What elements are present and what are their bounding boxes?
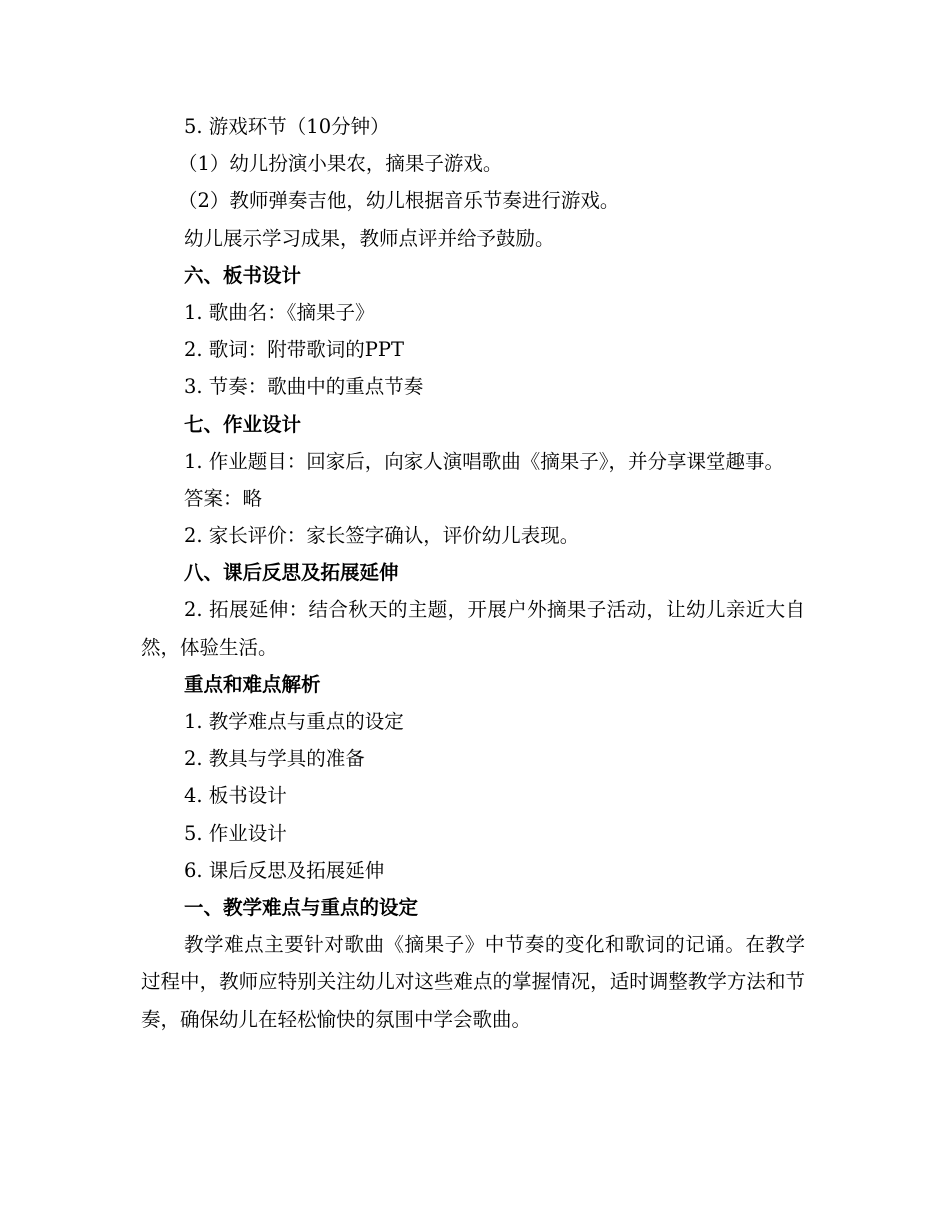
heading-reflection: 八、课后反思及拓展延伸 — [184, 561, 399, 585]
heading-board-design: 六、板书设计 — [184, 263, 302, 287]
homework-answer: 答案：略 — [184, 486, 263, 510]
document-body — [141, 108, 805, 1038]
key-point-5: 5. 作业设计 — [184, 821, 287, 845]
board-item-3: 3. 节奏：歌曲中的重点节奏 — [184, 375, 424, 399]
board-item-2: 2. 歌词：附带歌词的PPT — [184, 338, 405, 362]
key-point-4: 4. 板书设计 — [184, 784, 287, 808]
game-step-2: （2）教师弹奏吉他，幼儿根据音乐节奏进行游戏。 — [178, 189, 620, 213]
heading-difficulty-setting: 一、教学难点与重点的设定 — [184, 895, 419, 919]
heading-homework-design: 七、作业设计 — [184, 412, 302, 436]
game-summary: 幼儿展示学习成果，教师点评并给予鼓励。 — [184, 226, 555, 250]
key-point-2: 2. 教具与学具的准备 — [184, 747, 365, 771]
homework-item-1: 1. 作业题目：回家后，向家人演唱歌曲《摘果子》，并分享课堂趣事。 — [184, 449, 785, 473]
difficulty-paragraph: 教学难点主要针对歌曲《摘果子》中节奏的变化和歌词的记诵。在教学过程中，教师应特别关注幼儿对这些难点的掌握情况，适时调整教学方法和节奏，确保幼儿在轻松愉快的氛围中学会歌曲。 — [141, 933, 805, 1031]
board-item-1: 1. 歌曲名：《摘果子》 — [184, 300, 375, 324]
key-point-1: 1. 教学难点与重点的设定 — [184, 710, 404, 734]
homework-item-2: 2. 家长评价：家长签字确认，评价幼儿表现。 — [184, 524, 580, 548]
reflection-item-2: 2. 拓展延伸：结合秋天的主题，开展户外摘果子活动，让幼儿亲近大自然，体验生活。 — [141, 598, 805, 659]
heading-key-points: 重点和难点解析 — [184, 672, 321, 696]
game-step-1: （1）幼儿扮演小果农，摘果子游戏。 — [178, 152, 503, 176]
key-point-6: 6. 课后反思及拓展延伸 — [184, 858, 385, 882]
game-section-line: 5. 游戏环节（10分钟） — [184, 115, 390, 138]
